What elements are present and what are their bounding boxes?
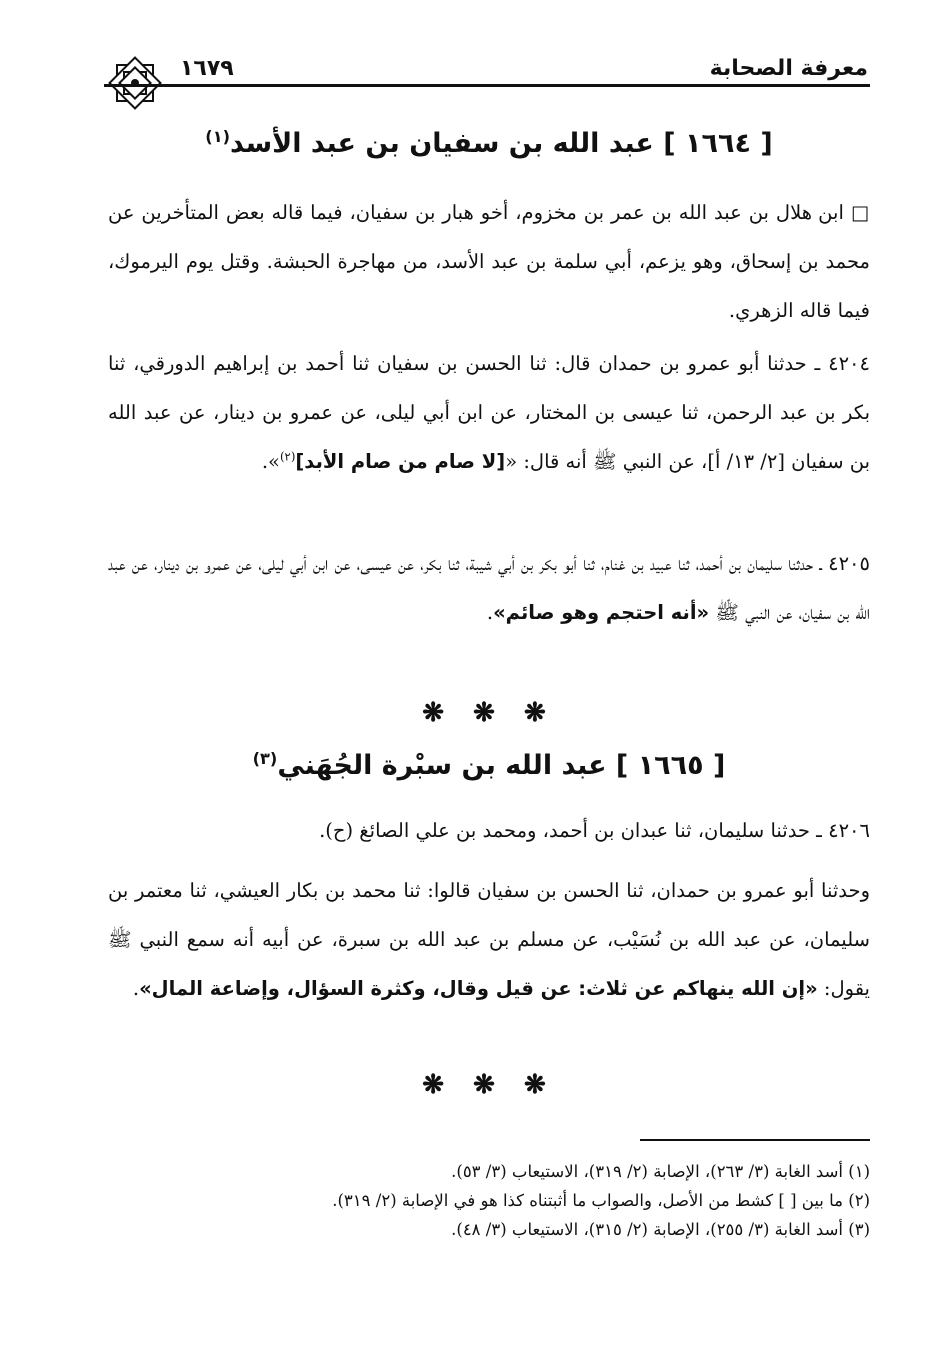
footnote-ref-1: (١) xyxy=(205,127,230,146)
entry-heading-1664 xyxy=(108,128,870,159)
hadith-text: ٤٢٠٥ ـ حدثنا سليمان بن أحمد، ثنا عبيد بن غنام، ثنا أبو بكر بن أبي شيبة، ثنا بكر، عن عيسى، عن ابن أبي ليلى، عن عمرو بن دينار، عن عبد الله بن سفيان، عن النبي ﷺ xyxy=(108,552,870,624)
entry-heading-text: [ ١٦٦٥ ] عبد الله بن سبْرة الجُهَني xyxy=(277,750,726,781)
paragraph-marker: □ xyxy=(850,201,871,224)
hadith-matn: «أنه احتجم وهو صائم» xyxy=(493,601,710,624)
hadith-4206 xyxy=(108,806,870,855)
hadith-4206-chain xyxy=(108,866,870,1013)
footnotes xyxy=(108,1157,870,1244)
footnote-2: (٢) ما بين [ ] كشط من الأصل، والصواب ما أثبتناه كذا هو في الإصابة (٢/ ٣١٩). xyxy=(332,1191,870,1210)
biography-paragraph xyxy=(108,188,870,335)
hadith-text: ٤٢٠٦ ـ حدثنا سليمان، ثنا عبدان بن أحمد، ومحمد بن علي الصائغ (ح). xyxy=(319,819,870,842)
section-separator: ❋ ❋ ❋ xyxy=(422,698,556,728)
hadith-matn: «إن الله ينهاكم عن ثلاث: عن قيل وقال، وكثرة السؤال، وإضاعة المال» xyxy=(139,977,818,1000)
hadith-text: وحدثنا أبو عمرو بن حمدان، ثنا الحسن بن سفيان قالوا: ثنا محمد بن بكار العيشي، ثنا معتمر بن سليمان، عن عبد الله بن نُسَيْب، عن مسلم بن عبد الله بن سبرة، عن أبيه أنه سمع النبي ﷺ يقول: xyxy=(108,879,870,1000)
hadith-4204 xyxy=(108,339,870,486)
entry-heading-1665 xyxy=(108,750,870,781)
hadith-end: . xyxy=(132,977,140,1000)
footnote-3: (٣) أسد الغابة (٣/ ٢٥٥)، الإصابة (٢/ ٣١٥)، الاستيعاب (٣/ ٤٨). xyxy=(451,1220,870,1239)
footnote-ref-3: (٣) xyxy=(252,749,278,768)
section-separator: ❋ ❋ ❋ xyxy=(422,1070,556,1100)
entry-heading-text: [ ١٦٦٤ ] عبد الله بن سفيان بن عبد الأسد xyxy=(230,128,773,159)
header-rule xyxy=(104,84,870,87)
ornament-star-icon xyxy=(104,52,166,114)
footnote-1: (١) أسد الغابة (٣/ ٢٦٣)، الإصابة (٢/ ٣١٩)، الاستيعاب (٣/ ٥٣). xyxy=(451,1162,870,1181)
running-title: معرفة الصحابة xyxy=(709,56,868,81)
footnote-rule xyxy=(640,1139,870,1141)
hadith-text: ٤٢٠٤ ـ حدثنا أبو عمرو بن حمدان قال: ثنا الحسن بن سفيان ثنا أحمد بن إبراهيم الدورقي، ثنا بكر بن عبد الرحمن، ثنا عيسى بن المختار، عن ابن أبي ليلى، عن عمرو بن دينار، عن عبد الله بن سفيان [٢/ ١٣/ أ]، عن النبي ﷺ أنه قال: « xyxy=(108,352,870,473)
hadith-end: ». xyxy=(261,450,280,473)
hadith-matn: [لا صام من صام الأبد] xyxy=(295,450,506,473)
paragraph-text: ابن هلال بن عبد الله بن عمر بن مخزوم، أخو هبار بن سفيان، فيما قاله بعض المتأخرين عن محمد بن إسحاق، وهو يزعم، أبي سلمة بن عبد الأسد، من مهاجرة الحبشة. وقتل يوم اليرموك، فيما قاله الزهري. xyxy=(108,201,870,322)
footnote-ref-2: (٢) xyxy=(279,449,296,464)
page-number: ١٦٧٩ xyxy=(180,56,234,81)
hadith-4205 xyxy=(108,539,870,637)
hadith-end: . xyxy=(486,601,494,624)
